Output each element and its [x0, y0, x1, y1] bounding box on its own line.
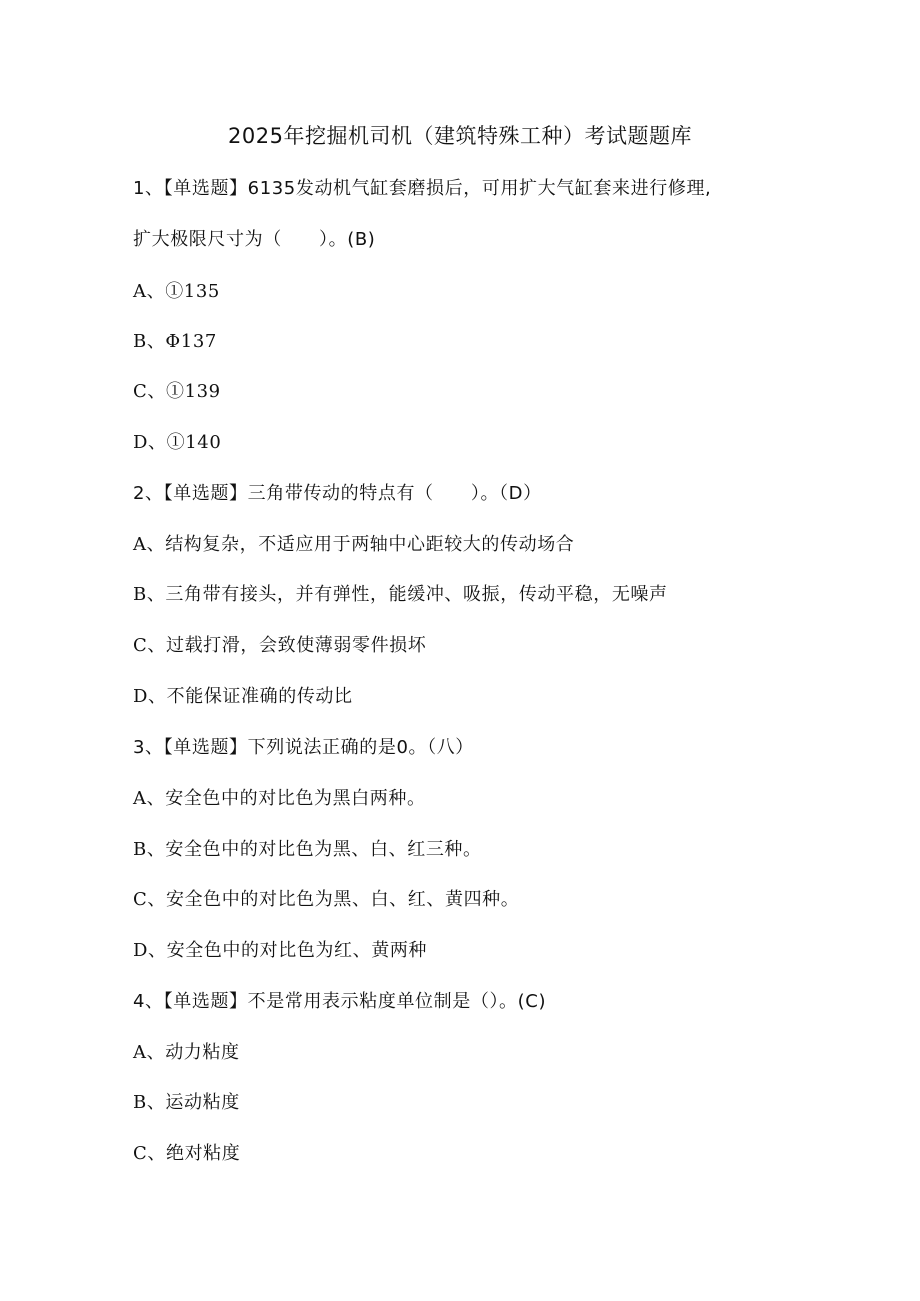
question-4-option-c: C、绝对粘度 [133, 1143, 241, 1164]
question-2-stem: 2、【单选题】三角带传动的特点有（ ）。（D） [133, 483, 542, 504]
question-2-option-b: B、三角带有接头，并有弹性，能缓冲、吸振，传动平稳，无噪声 [133, 584, 668, 605]
question-3-option-b: B、安全色中的对比色为黑、白、红三种。 [133, 839, 482, 860]
document-title: 2025年挖掘机司机（建筑特殊工种）考试题题库 [228, 124, 692, 148]
question-4-stem: 4、【单选题】不是常用表示粘度单位制是（）。(C) [133, 991, 547, 1012]
question-1-stem-line-2: 扩大极限尺寸为（ ）。(B) [133, 229, 376, 250]
question-3-option-d: D、安全色中的对比色为红、黄两种 [133, 940, 428, 961]
question-1-option-b: B、Φ137 [133, 331, 217, 352]
question-1-option-d: D、①140 [133, 432, 222, 453]
question-1-option-c: C、①139 [133, 381, 221, 402]
question-3-stem: 3、【单选题】下列说法正确的是0。（八） [133, 737, 474, 758]
question-2-option-c: C、过载打滑，会致使薄弱零件损坏 [133, 635, 427, 656]
question-3-option-c: C、安全色中的对比色为黑、白、红、黄四种。 [133, 889, 520, 910]
question-1-option-a: A、①135 [133, 281, 220, 302]
question-4-option-a: A、动力粘度 [133, 1042, 240, 1063]
question-1-stem-line-1: 1、【单选题】6135发动机气缸套磨损后，可用扩大气缸套来进行修理, [133, 178, 712, 199]
question-3-option-a: A、安全色中的对比色为黑白两种。 [133, 788, 426, 809]
question-4-option-b: B、运动粘度 [133, 1092, 240, 1113]
question-2-option-a: A、结构复杂，不适应用于两轴中心距较大的传动场合 [133, 534, 575, 555]
question-2-option-d: D、不能保证准确的传动比 [133, 686, 353, 707]
